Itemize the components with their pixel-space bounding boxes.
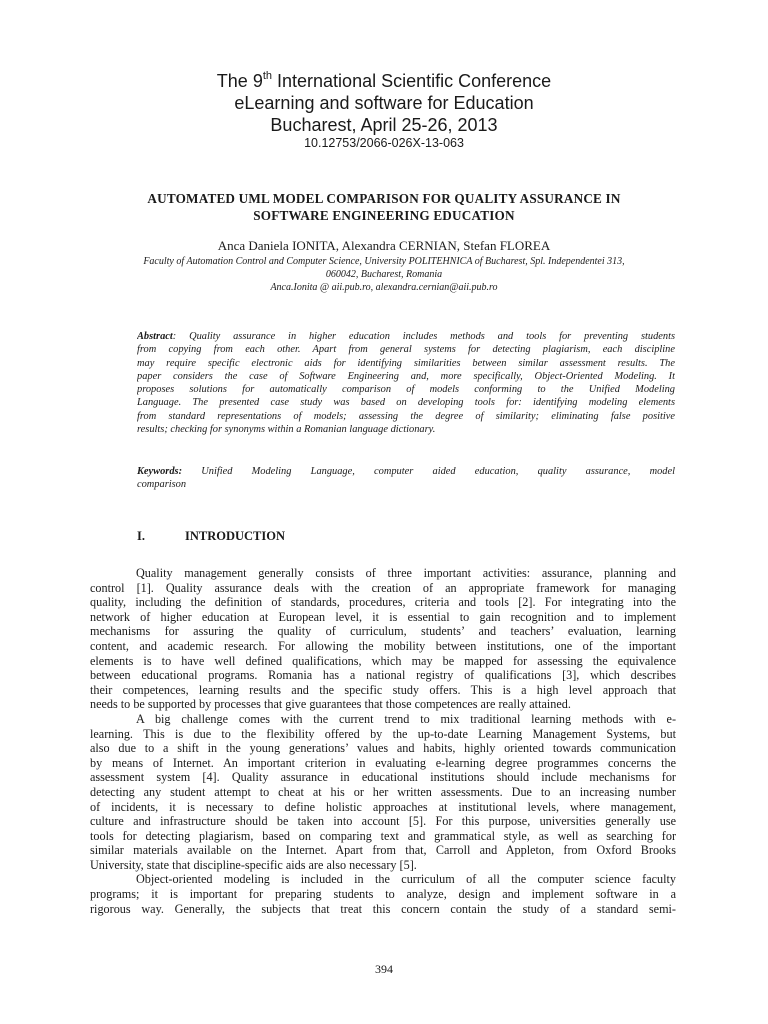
abstract-line: Language. The presented case study was based on developing tools for: identifying modeling elements	[137, 397, 675, 409]
body-line: Quality management generally consists of three important activities: assurance, planning and	[136, 566, 676, 580]
section-heading	[137, 529, 675, 544]
authors: Anca Daniela IONITA, Alexandra CERNIAN, Stefan FLOREA	[217, 238, 551, 253]
conference-subtitle: eLearning and software for Education	[234, 93, 534, 113]
body-line: also due to a shift in the young generations’ values and habits, highly oriented towards communication	[90, 741, 676, 756]
body-line: programs; it is important for preparing students to analyze, design and implement software in a	[90, 887, 676, 902]
body-line: needs to be supported by processes that give guarantees that those competences are really attained.	[90, 697, 571, 712]
body-line: their competences, learning results and the specific study offers. This is a high level approach that	[90, 682, 676, 697]
body-line: by means of Internet. An important criterion in evaluating e-learning degree programmes concerns the	[90, 755, 676, 770]
section-number: I.	[137, 529, 145, 543]
body-line: network of higher education at European level, it is essential to gain recognition and to implement	[90, 609, 676, 624]
doi: 10.12753/2066-026X-13-063	[304, 136, 464, 150]
body-line: culture and infrastructure should be taken into account [5]. For this purpose, universities generally use	[90, 814, 676, 829]
body-line: tools for detecting plagiarism, based on comparing text and grammatical style, as well as searching for	[90, 828, 676, 843]
conference-name: The 9th International Scientific Conference	[216, 70, 552, 91]
affiliation-line: Faculty of Automation Control and Computer Science, University POLITEHNICA of Bucharest, Spl. Independentei 313,	[143, 256, 625, 267]
body-text	[90, 566, 676, 916]
conference-location-date: Bucharest, April 25-26, 2013	[270, 115, 498, 135]
keywords-line: comparison	[137, 479, 187, 491]
page-number: 394	[375, 962, 393, 976]
title-line: AUTOMATED UML MODEL COMPARISON FOR QUALITY ASSURANCE IN	[147, 191, 621, 206]
abstract-line: may require specific electronic aids for identifying similarities between similar assessment results. The	[137, 357, 675, 369]
abstract-line: proposes solutions for automatically comparison of models conforming to the Unified Modeling	[137, 384, 675, 396]
body-line: content, and academic research. For allowing the mobility between institutions, one of the important	[90, 638, 676, 653]
section-title: INTRODUCTION	[185, 529, 286, 543]
keywords-line: Keywords: Unified Modeling Language, computer aided education, quality assurance, model	[137, 466, 675, 477]
conference-header	[0, 70, 768, 151]
keywords-label: Keywords:	[137, 466, 183, 477]
abstract	[137, 330, 675, 436]
affiliation	[90, 255, 678, 294]
body-line: between educational programs. Romania has a national registry of qualifications [3], which describes	[90, 668, 676, 683]
abstract-line: results; checking for synonyms within a Romanian language dictionary.	[137, 424, 436, 436]
paper-title	[80, 190, 688, 224]
abstract-label: Abstract	[137, 331, 173, 342]
body-line: assessment system [4]. Quality assurance in educational institutions should include mechanisms for	[90, 770, 676, 785]
abstract-line: from copying from each other. Apart from general systems for detecting plagiarism, each discipline	[137, 344, 675, 356]
title-line: SOFTWARE ENGINEERING EDUCATION	[253, 208, 515, 223]
body-line: detecting any student attempt to cheat at his or her written assessments. Due to an increasing number	[90, 784, 676, 799]
abstract-line: from standard representations of models; assessing the degree of similarity; eliminating false positive	[137, 410, 675, 422]
abstract-line: Abstract: Quality assurance in higher education includes methods and tools for preventing students	[137, 331, 675, 342]
body-line: A big challenge comes with the current trend to mix traditional learning methods with e-	[136, 711, 676, 726]
body-line: control [1]. Quality assurance deals with the creation of an appropriate framework for managing	[90, 580, 676, 595]
body-line: elements is to have well defined qualifications, which may be mapped for assessing the equivalence	[90, 653, 676, 668]
body-line: Object-oriented modeling is included in the curriculum of all the computer science faculty	[136, 872, 676, 887]
author-emails: Anca.Ionita @ aii.pub.ro, alexandra.cernian@aii.pub.ro	[270, 282, 498, 293]
affiliation-line: 060042, Bucharest, Romania	[325, 269, 443, 280]
body-line: of incidents, it is necessary to define holistic approaches at institutional levels, where management,	[90, 799, 676, 814]
abstract-line: paper considers the case of Software Engineering and, more specifically, Object-Oriented Modeling. It	[137, 370, 675, 382]
body-line: similar materials available on the Internet. Apart from that, Carroll and Appleton, from Oxford Brooks	[90, 843, 676, 858]
keywords	[137, 465, 675, 492]
body-line: rigorous way. Generally, the subjects that treat this concern contain the study of a standard semi-	[90, 901, 676, 916]
body-line: learning. This is due to the flexibility offered by the up-to-date Learning Management Systems, but	[90, 726, 676, 741]
body-line: quality, including the definition of standards, procedures, criteria and tools [2]. For integrating into the	[90, 595, 676, 610]
body-line: University, state that discipline-specific aids are also necessary [5].	[90, 857, 417, 872]
body-line: mechanisms for assuring the quality of curriculum, students’ and teachers’ evaluation, learning	[90, 624, 676, 639]
